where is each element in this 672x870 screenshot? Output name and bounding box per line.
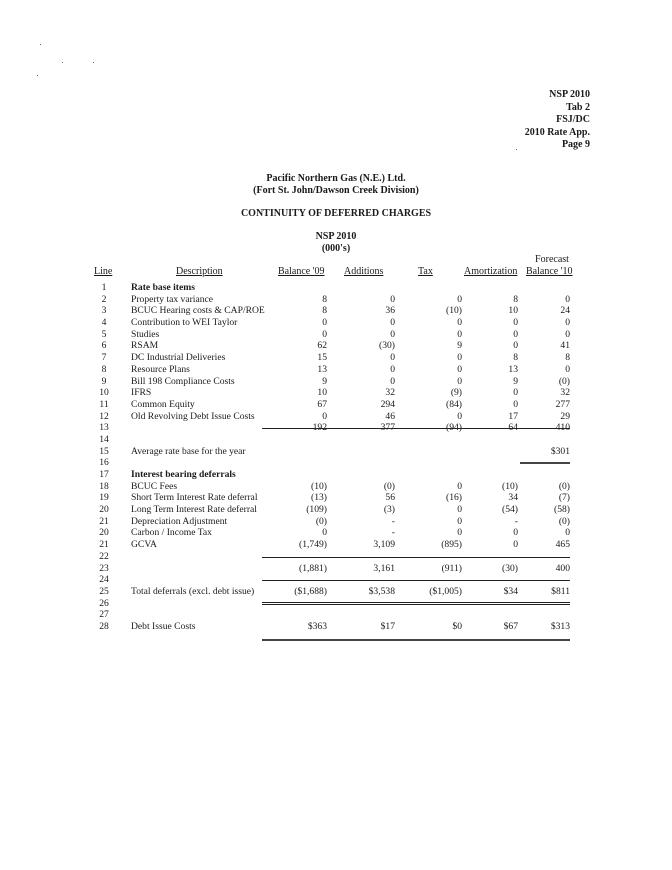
additions-cell: - — [391, 515, 395, 527]
line-number: 11 — [99, 398, 109, 410]
table-row — [0, 609, 672, 621]
line-number: 27 — [99, 609, 109, 621]
debt-issue-double-rule — [262, 639, 570, 641]
line-number: 14 — [99, 433, 109, 445]
balance-10-cell: 0 — [565, 293, 570, 305]
line-number: 24 — [99, 574, 109, 586]
company-name: Pacific Northern Gas (N.E.) Ltd. — [266, 173, 406, 184]
amortization-cell: (54) — [502, 504, 518, 516]
amortization-cell: 0 — [513, 387, 518, 399]
line-number: 12 — [99, 410, 109, 422]
line-number: 26 — [99, 597, 109, 609]
balance-09-cell: 0 — [322, 317, 327, 329]
table-row — [0, 434, 672, 446]
table-row — [0, 352, 672, 364]
table-row — [0, 539, 672, 551]
line-number: 9 — [101, 375, 107, 387]
division-name: (Fort St. John/Dawson Creek Division) — [253, 185, 419, 196]
additions-cell: 36 — [385, 305, 395, 317]
tax-cell: (10) — [446, 305, 462, 317]
balance-10-cell: $313 — [550, 620, 570, 632]
scan-speck — [516, 149, 517, 150]
balance-09-cell: (1,749) — [299, 539, 327, 551]
tax-cell: 0 — [457, 480, 462, 492]
units-label: (000's) — [321, 243, 351, 254]
balance-10-cell: 465 — [555, 539, 570, 551]
amortization-cell: - — [514, 515, 518, 527]
additions-cell: 0 — [390, 293, 395, 305]
balance-10-cell: 0 — [565, 363, 570, 375]
tax-cell: 0 — [457, 527, 462, 539]
tax-cell: 9 — [457, 340, 462, 352]
row-description: DC Industrial Deliveries — [131, 352, 226, 364]
additions-cell: 0 — [390, 363, 395, 375]
balance-09-cell: (109) — [306, 504, 327, 516]
tax-cell: 0 — [457, 375, 462, 387]
tax-cell: 0 — [457, 328, 462, 340]
header-line: NSP 2010 — [549, 89, 590, 100]
table-row — [0, 469, 672, 481]
table-row — [0, 527, 672, 539]
balance-10-cell: 410 — [555, 422, 570, 434]
line-number: 15 — [99, 445, 109, 457]
row-description: RSAM — [131, 340, 159, 352]
table-row — [0, 294, 672, 306]
amortization-cell: 9 — [513, 375, 518, 387]
col-header-amortization: Amortization — [464, 266, 518, 277]
amortization-cell: 8 — [513, 293, 518, 305]
table-row — [0, 563, 672, 575]
balance-09-cell: 67 — [317, 398, 327, 410]
row-description: Short Term Interest Rate deferral — [131, 492, 258, 504]
col-header-line: Line — [94, 266, 113, 277]
row-description: GCVA — [131, 539, 157, 551]
table-row — [0, 446, 672, 458]
row-description: Contribution to WEI Taylor — [131, 317, 238, 329]
balance-09-cell: (0) — [315, 515, 327, 527]
additions-cell: 377 — [380, 422, 395, 434]
balance-09-cell: 10 — [317, 387, 327, 399]
additions-cell: $17 — [380, 620, 395, 632]
tax-cell: ($1,005) — [429, 585, 462, 597]
subtotal-rule — [262, 428, 570, 429]
tax-cell: (9) — [450, 387, 462, 399]
additions-cell: $3,538 — [368, 585, 395, 597]
amortization-cell: 34 — [508, 492, 518, 504]
row-description: BCUC Fees — [131, 480, 178, 492]
line-number: 19 — [99, 492, 109, 504]
table-row — [0, 504, 672, 516]
row-description: Average rate base for the year — [131, 445, 246, 457]
total-double-rule — [262, 602, 570, 605]
tax-cell: 0 — [457, 410, 462, 422]
table-row — [0, 329, 672, 341]
line-number: 20 — [99, 527, 109, 539]
tax-cell: 0 — [457, 293, 462, 305]
amortization-cell: 17 — [508, 410, 518, 422]
line-number: 10 — [99, 387, 109, 399]
amortization-cell: 0 — [513, 340, 518, 352]
additions-cell: (3) — [383, 504, 395, 516]
row-description: IFRS — [131, 387, 152, 399]
table-row — [0, 340, 672, 352]
balance-10-cell: 32 — [560, 387, 570, 399]
amortization-cell: (30) — [502, 562, 518, 574]
balance-09-cell: 192 — [312, 422, 327, 434]
balance-09-cell: 8 — [322, 305, 327, 317]
balance-09-cell: (10) — [311, 480, 327, 492]
balance-09-cell: (1,881) — [299, 562, 327, 574]
line-number: 6 — [101, 340, 107, 352]
document-header — [525, 89, 590, 152]
balance-10-cell: 29 — [560, 410, 570, 422]
col-header-additions: Additions — [344, 266, 384, 277]
line-number: 4 — [101, 317, 107, 329]
row-description: Studies — [131, 328, 160, 340]
row-description: Old Revolving Debt Issue Costs — [131, 410, 255, 422]
line-number: 18 — [99, 480, 109, 492]
amortization-cell: 64 — [508, 422, 518, 434]
line-number: 23 — [99, 562, 109, 574]
additions-cell: (0) — [383, 480, 395, 492]
col-header-balance-09: Balance '09 — [278, 266, 325, 277]
header-line: 2010 Rate App. — [524, 126, 590, 138]
row-description: Depreciation Adjustment — [131, 515, 228, 527]
tax-cell: (911) — [441, 562, 462, 574]
table-row — [0, 305, 672, 317]
additions-cell: 46 — [385, 410, 395, 422]
header-line: FSJ/DC — [556, 114, 590, 125]
amortization-cell: 0 — [513, 398, 518, 410]
line-number: 3 — [101, 305, 107, 317]
row-description: BCUC Hearing costs & CAP/ROE — [131, 305, 265, 317]
balance-10-cell: $811 — [551, 585, 570, 597]
line-number: 8 — [101, 363, 107, 375]
balance-10-cell: 0 — [565, 527, 570, 539]
line-number: 16 — [99, 457, 109, 469]
additions-cell: 56 — [385, 492, 395, 504]
additions-cell: 294 — [380, 398, 395, 410]
balance-09-cell: 13 — [317, 363, 327, 375]
table-row — [0, 399, 672, 411]
line-number: 2 — [101, 293, 107, 305]
additions-cell: 0 — [390, 352, 395, 364]
table-row — [0, 387, 672, 399]
additions-cell: 32 — [385, 387, 395, 399]
amortization-cell: 0 — [513, 317, 518, 329]
col-header-balance-10: Balance '10 — [526, 266, 573, 277]
table-row — [0, 282, 672, 294]
balance-09-cell: $363 — [307, 620, 327, 632]
line-number: 21 — [99, 539, 109, 551]
table-row — [0, 492, 672, 504]
row-description: Resource Plans — [131, 363, 190, 375]
scan-speck — [40, 44, 41, 45]
amortization-cell: 0 — [513, 328, 518, 340]
table-row — [0, 516, 672, 528]
balance-09-cell: 62 — [317, 340, 327, 352]
table-row — [0, 481, 672, 493]
header-line: Tab 2 — [566, 101, 590, 113]
table-row — [0, 621, 672, 633]
nsp-label: NSP 2010 — [315, 231, 357, 242]
balance-10-cell: (0) — [558, 375, 570, 387]
balance-09-cell: ($1,688) — [294, 585, 327, 597]
additions-cell: 0 — [390, 328, 395, 340]
row-description: Property tax variance — [131, 293, 214, 305]
tax-cell: (94) — [446, 422, 462, 434]
row-description: Total deferrals (excl. debt issue) — [131, 585, 255, 597]
row-description: Carbon / Income Tax — [131, 527, 212, 539]
line-number: 5 — [101, 328, 107, 340]
balance-10-cell: 0 — [565, 317, 570, 329]
amortization-cell: $34 — [503, 585, 518, 597]
subtotal-rule — [262, 557, 570, 558]
row-description: Debt Issue Costs — [131, 620, 196, 632]
line-number: 22 — [99, 550, 109, 562]
additions-cell: 3,109 — [373, 539, 395, 551]
tax-cell: 0 — [457, 317, 462, 329]
table-row — [0, 317, 672, 329]
line-number: 17 — [99, 469, 109, 480]
balance-10-cell: 24 — [560, 305, 570, 317]
tax-cell: (84) — [446, 398, 462, 410]
balance-09-cell: 0 — [322, 527, 327, 539]
scan-speck — [37, 75, 38, 76]
balance-09-cell: (13) — [311, 492, 327, 504]
balance-09-cell: 0 — [322, 410, 327, 422]
line-number: 1 — [101, 282, 107, 293]
table-row — [0, 411, 672, 423]
tax-cell: (16) — [446, 492, 462, 504]
balance-10-cell: 0 — [565, 328, 570, 340]
tax-cell: 0 — [457, 352, 462, 364]
line-number: 7 — [101, 352, 107, 364]
forecast-label: Forecast — [535, 254, 569, 265]
amortization-cell: 13 — [508, 363, 518, 375]
amortization-cell: (10) — [502, 480, 518, 492]
balance-10-cell: (0) — [558, 480, 570, 492]
subtotal-rule — [262, 580, 570, 581]
additions-cell: - — [391, 527, 395, 539]
table-row — [0, 457, 672, 469]
amortization-cell: 0 — [513, 539, 518, 551]
balance-09-cell: 9 — [322, 375, 327, 387]
balance-09-cell: 8 — [322, 293, 327, 305]
line-number: 13 — [99, 422, 109, 434]
tax-cell: 0 — [457, 515, 462, 527]
section-heading: Rate base items — [131, 282, 195, 293]
line-number: 25 — [99, 585, 109, 597]
tax-cell: 0 — [457, 363, 462, 375]
tax-cell: $0 — [452, 620, 462, 632]
table-row — [0, 586, 672, 598]
line-number: 20 — [99, 504, 109, 516]
balance-10-cell: (0) — [558, 515, 570, 527]
row-description: Long Term Interest Rate deferral — [131, 504, 257, 516]
tax-cell: (895) — [441, 539, 462, 551]
additions-cell: 3,161 — [373, 562, 395, 574]
balance-10-cell: 8 — [565, 352, 570, 364]
amortization-cell: 10 — [508, 305, 518, 317]
additions-cell: 0 — [390, 375, 395, 387]
balance-10-cell: 41 — [560, 340, 570, 352]
amortization-cell: 0 — [513, 527, 518, 539]
tax-cell: 0 — [457, 504, 462, 516]
scan-speck — [62, 62, 63, 63]
line-number: 28 — [99, 620, 109, 632]
balance-10-cell: (7) — [558, 492, 570, 504]
scan-speck — [93, 62, 94, 63]
additions-cell: (30) — [379, 340, 395, 352]
header-line: Page 9 — [561, 139, 590, 150]
section-heading: Interest bearing deferrals — [131, 469, 236, 480]
balance-10-cell: (58) — [554, 504, 570, 516]
col-header-tax: Tax — [418, 266, 433, 277]
balance-10-cell: $301 — [550, 445, 570, 457]
balance-09-cell: 15 — [317, 352, 327, 364]
balance-09-cell: 0 — [322, 328, 327, 340]
amortization-cell: 8 — [513, 352, 518, 364]
additions-cell: 0 — [390, 317, 395, 329]
line-number: 21 — [99, 515, 109, 527]
average-rate-base-rule — [520, 462, 570, 464]
amortization-cell: $67 — [503, 620, 518, 632]
row-description: Bill 198 Compliance Costs — [131, 375, 235, 387]
col-header-description: Description — [176, 266, 223, 277]
report-title: CONTINUITY OF DEFERRED CHARGES — [240, 208, 432, 219]
row-description: Common Equity — [131, 398, 195, 410]
table-row — [0, 364, 672, 376]
table-row — [0, 376, 672, 388]
balance-10-cell: 400 — [555, 562, 570, 574]
balance-10-cell: 277 — [555, 398, 570, 410]
